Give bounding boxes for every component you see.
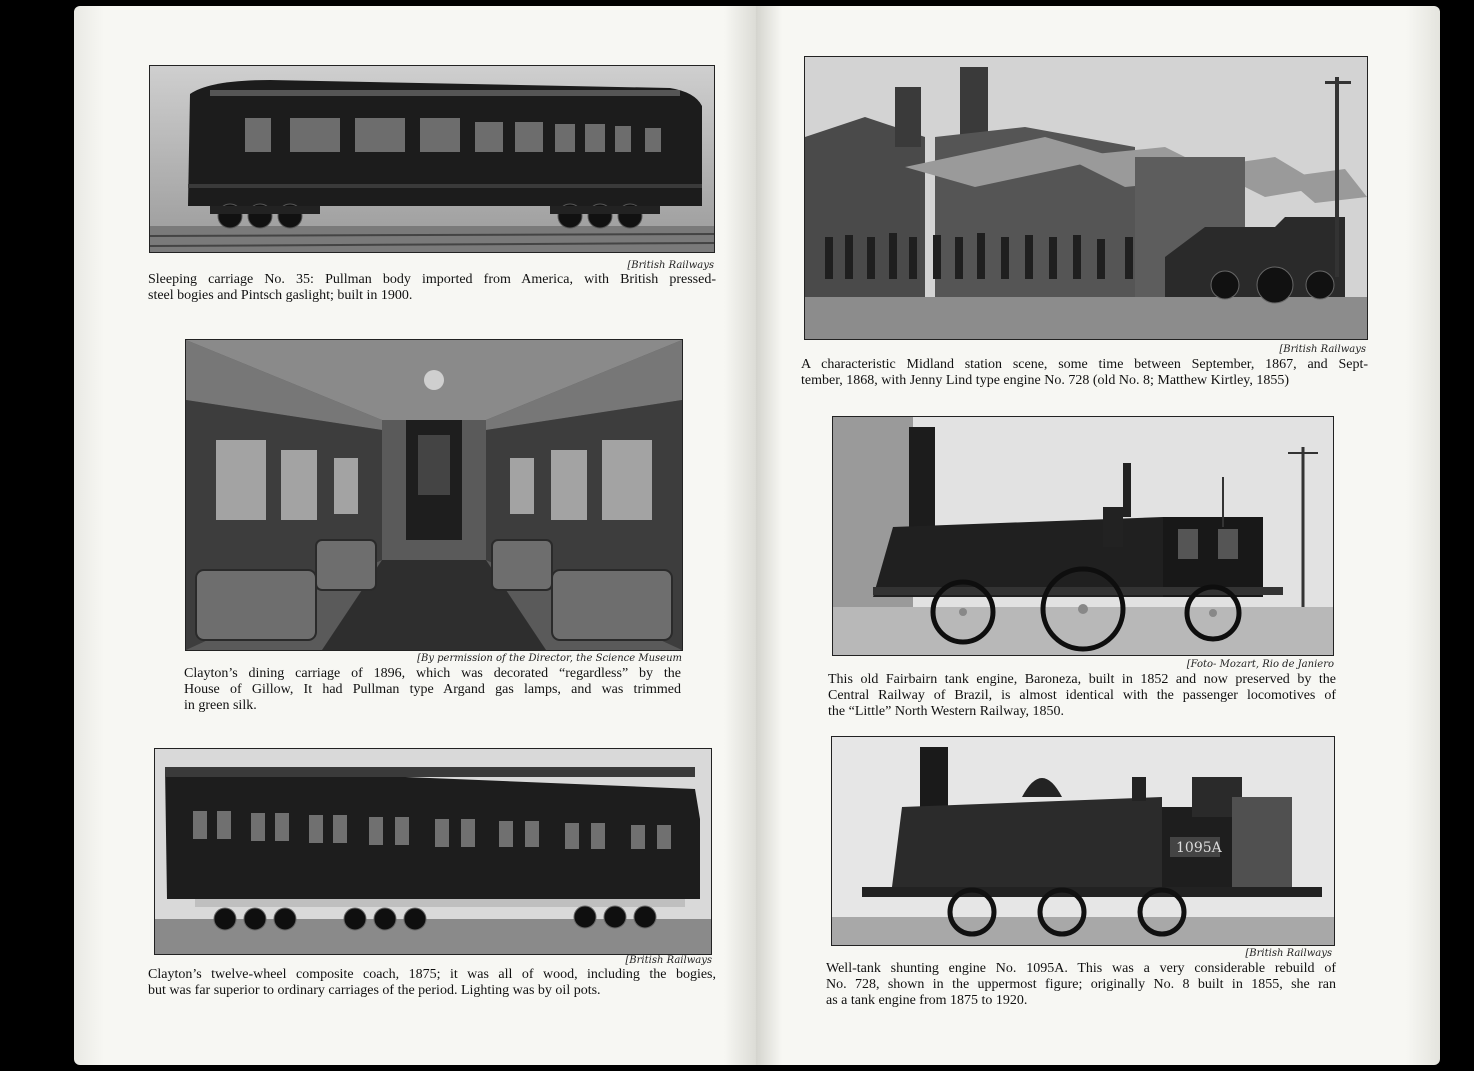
photo-credit: [Foto- Mozart, Rio de Janiero <box>1186 659 1334 670</box>
photo-credit: [British Railways <box>625 955 712 966</box>
engine-number-plate: 1095A <box>1176 840 1222 856</box>
caption-line: Clayton’s twelve-wheel composite coach, 1875; it was all of wood, including the bogies, <box>148 967 716 982</box>
caption-line: A characteristic Midland station scene, some time between September, 1867, and Sept- <box>801 357 1368 372</box>
caption-line: House of Gillow, It had Pullman type Argand gas lamps, and was trimmed <box>184 682 681 697</box>
left-page <box>74 6 756 1065</box>
sleeping-carriage-photo <box>149 65 715 253</box>
fairbairn-tank-engine-photo <box>832 416 1334 656</box>
caption-line: Central Railway of Brazil, is almost identical with the passenger locomotives of <box>828 688 1336 703</box>
caption-line: steel bogies and Pintsch gaslight; built in 1900. <box>148 288 413 303</box>
figure-caption <box>828 672 1336 720</box>
composite-coach-photo <box>154 748 712 955</box>
caption-line: Clayton’s dining carriage of 1896, which was decorated “regardless” by the <box>184 666 681 681</box>
midland-station-photo <box>804 56 1368 340</box>
caption-line: as a tank engine from 1875 to 1920. <box>826 993 1028 1008</box>
well-tank-engine-photo <box>831 736 1335 946</box>
photo-credit: [British Railways <box>1245 948 1332 959</box>
caption-line: Well-tank shunting engine No. 1095A. This was a very considerable rebuild of <box>826 961 1336 976</box>
dining-carriage-interior-photo <box>185 339 683 651</box>
caption-line: the “Little” North Western Railway, 1850. <box>828 704 1065 719</box>
caption-line: but was far superior to ordinary carriages of the period. Lighting was by oil pots. <box>148 983 601 998</box>
figure-caption <box>148 967 716 999</box>
caption-line: No. 728, shown in the uppermost figure; originally No. 8 built in 1855, she ran <box>826 977 1336 992</box>
caption-line: This old Fairbairn tank engine, Baroneza, built in 1852 and now preserved by the <box>828 672 1336 687</box>
caption-line: tember, 1868, with Jenny Lind type engine No. 728 (old No. 8; Matthew Kirtley, 1855) <box>801 373 1290 388</box>
figure-caption <box>801 357 1368 389</box>
right-page <box>756 6 1440 1065</box>
figure-caption <box>148 272 716 304</box>
photo-credit: [By permission of the Director, the Science Museum <box>417 653 682 664</box>
figure-caption <box>826 961 1336 1009</box>
caption-line: in green silk. <box>184 698 257 713</box>
photo-credit: [British Railways <box>627 260 714 271</box>
photo-credit: [British Railways <box>1279 344 1366 355</box>
figure-caption <box>184 666 681 714</box>
caption-line: Sleeping carriage No. 35: Pullman body imported from America, with British pressed- <box>148 272 716 287</box>
